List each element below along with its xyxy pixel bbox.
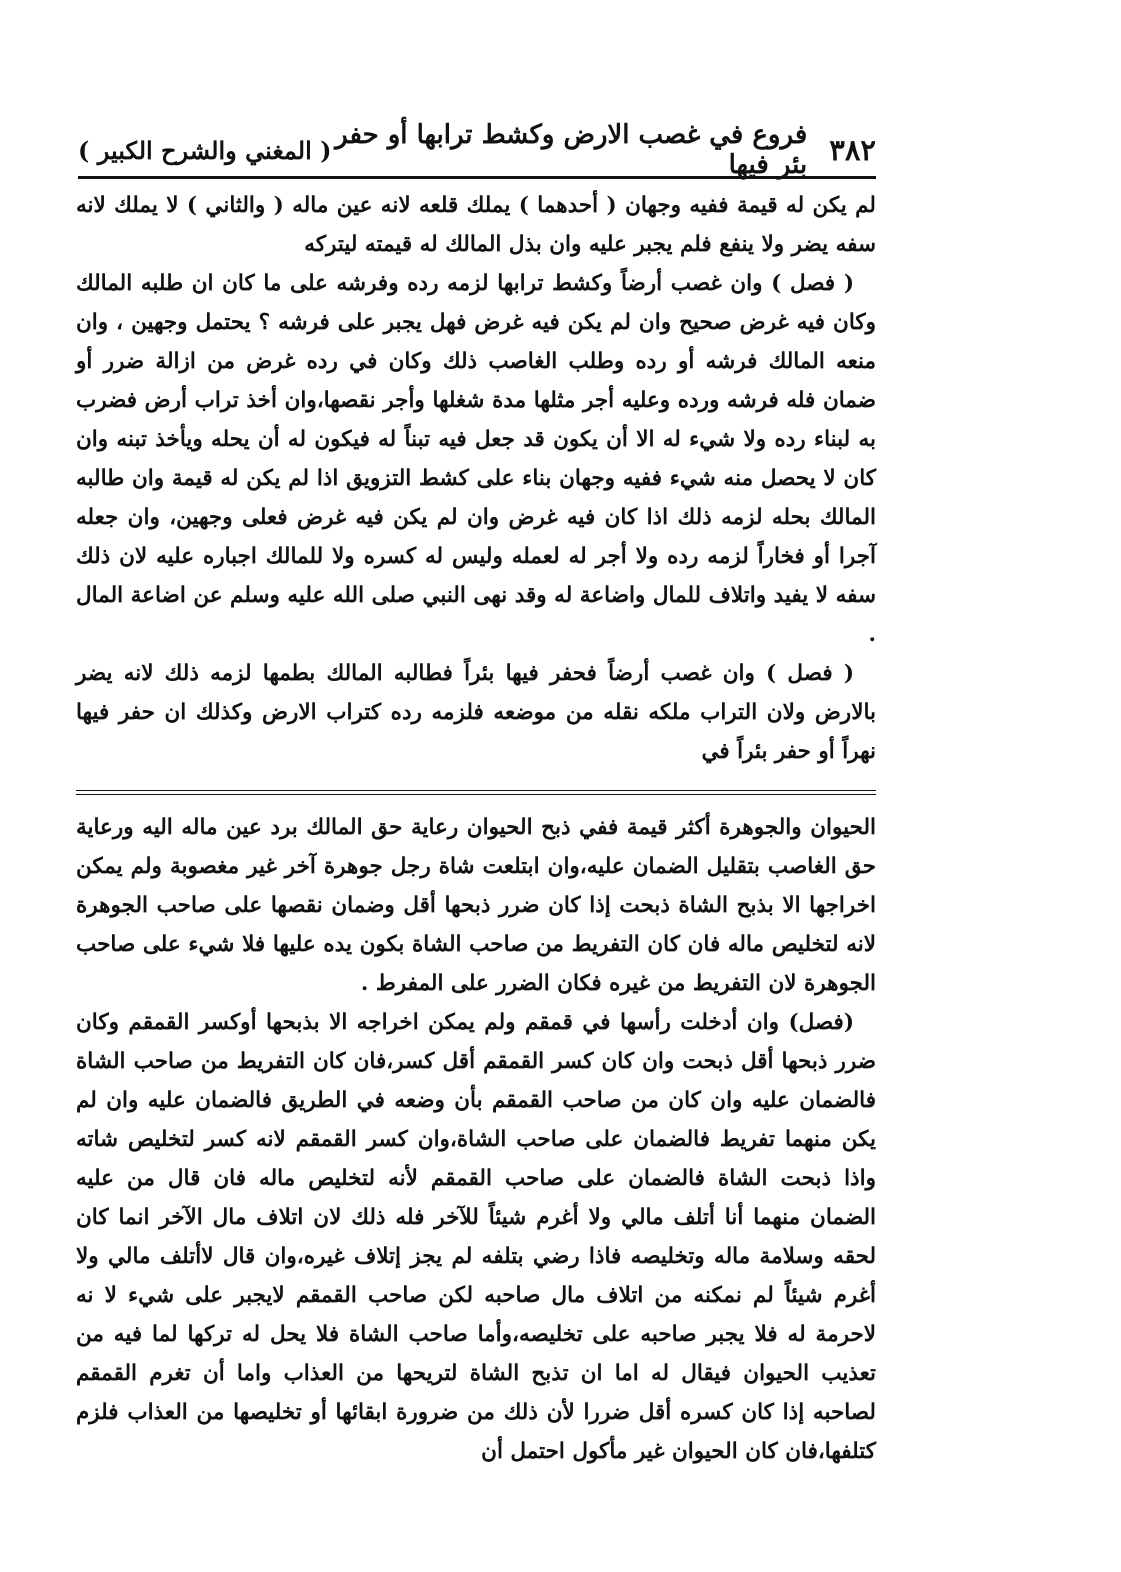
header-rule xyxy=(78,176,876,179)
page-header xyxy=(78,120,876,180)
main-text-block xyxy=(76,186,876,771)
section-separator xyxy=(76,790,876,795)
commentary-paragraph: (فصل) وان أدخلت رأسها في قمقم ولم يمكن اخراجه الا بذبحها أوكسر القمقم وكان ضرر ذبحها أقل ذبحت وان كان كسر القمقم أقل كسر،فان كان التفريط من صاحب الشاة فالضمان عليه وان كان من صاحب القمقم بأن وضعه في الطريق فالضمان عليه وان لم يكن منهما تفريط فالضمان على صاحب الشاة،وان كسر القمقم لانه كسر لتخليص شاته واذا ذبحت الشاة فالضمان على صاحب القمقم لأنه لتخليص ماله فان قال من عليه الضمان منهما أنا أتلف مالي ولا أغرم شيئاً للآخر فله ذلك لان اتلاف مال الآخر انما كان لحقه وسلامة ماله وتخليصه فاذا رضي بتلفه لم يجز إتلاف غيره،وان قال لاأتلف مالي ولا أغرم شيئاً لم نمكنه من اتلاف مال صاحبه لكن صاحب القمقم لايجبر على شيء لا نه لاحرمة له فلا يجبر صاحبه على تخليصه،وأما صاحب الشاة فلا يحل له تركها لما فيه من تعذيب الحيوان فيقال له اما ان تذبح الشاة لتريحها من العذاب واما أن تغرم القمقم لصاحبه إذا كان كسره أقل ضررا لأن ذلك من ضرورة ابقائها أو تخليصها من العذاب فلزم كتلفها،فان كان الحيوان غير مأكول احتمل أن xyxy=(76,1010,876,1464)
commentary-paragraph: الحيوان والجوهرة أكثر قيمة ففي ذبح الحيوان رعاية حق المالك برد عين ماله اليه ورعاية حق الغاصب بتقليل الضمان عليه،وان ابتلعت شاة رجل جوهرة آخر غير مغصوبة ولم يمكن اخراجها الا بذبح الشاة ذبحت إذا كان ضرر ذبحها أقل وضمان نقصها على صاحب الجوهرة لانه لتخليص ماله فان كان التفريط من صاحب الشاة بكون يده عليها فلا شيء على صاحب الجوهرة لان التفريط من غيره فكان الضرر على المفرط . xyxy=(76,815,876,996)
page-number: ٣٨٢ xyxy=(829,133,876,167)
commentary-text-block xyxy=(76,808,876,1471)
main-paragraph: لم يكن له قيمة ففيه وجهان ( أحدهما ) يملك قلعه لانه عين ماله ( والثاني ) لا يملك لانه سفه يضر ولا ينفع فلم يجبر عليه وان بذل المالك له قيمته ليتركه xyxy=(76,193,876,257)
main-paragraph: ( فصل ) وان غصب أرضاً وكشط ترابها لزمه رده وفرشه على ما كان ان طلبه المالك وكان فيه غرض صحيح وان لم يكن فيه غرض فهل يجبر على فرشه ؟ يحتمل وجهين ، وان منعه المالك فرشه أو رده وطلب الغاصب ذلك وكان في رده غرض من ازالة ضرر أو ضمان فله فرشه ورده وعليه أجر مثلها مدة شغلها وأجر نقصها،وان أخذ تراب أرض فضرب به لبناء رده ولا شيء له الا أن يكون قد جعل فيه تبناً له فيكون له أن يحله ويأخذ تبنه وان كان لا يحصل منه شيء ففيه وجهان بناء على كشط التزويق اذا لم يكن له قيمة وان طالبه المالك بحله لزمه ذلك اذا كان فيه غرض وان لم يكن فيه غرض فعلى وجهين، وان جعله آجرا أو فخاراً لزمه رده ولا أجر له لعمله وليس له كسره ولا للمالك اجباره عليه لان ذلك سفه لا يفيد واتلاف للمال واضاعة له وقد نهى النبي صلى الله عليه وسلم عن اضاعة المال . xyxy=(76,271,876,647)
book-title: ( المغني والشرح الكبير ) xyxy=(78,135,332,165)
main-paragraph: ( فصل ) وان غصب أرضاً فحفر فيها بئراً فطالبه المالك بطمها لزمه ذلك لانه يضر بالارض ولان التراب ملكه نقله من موضعه فلزمه رده كتراب الارض وكذلك ان حفر فيها نهراً أو حفر بئراً في xyxy=(76,661,876,764)
running-title: فروع في غصب الارض وكشط ترابها أو حفر بئر فيها xyxy=(335,120,808,180)
